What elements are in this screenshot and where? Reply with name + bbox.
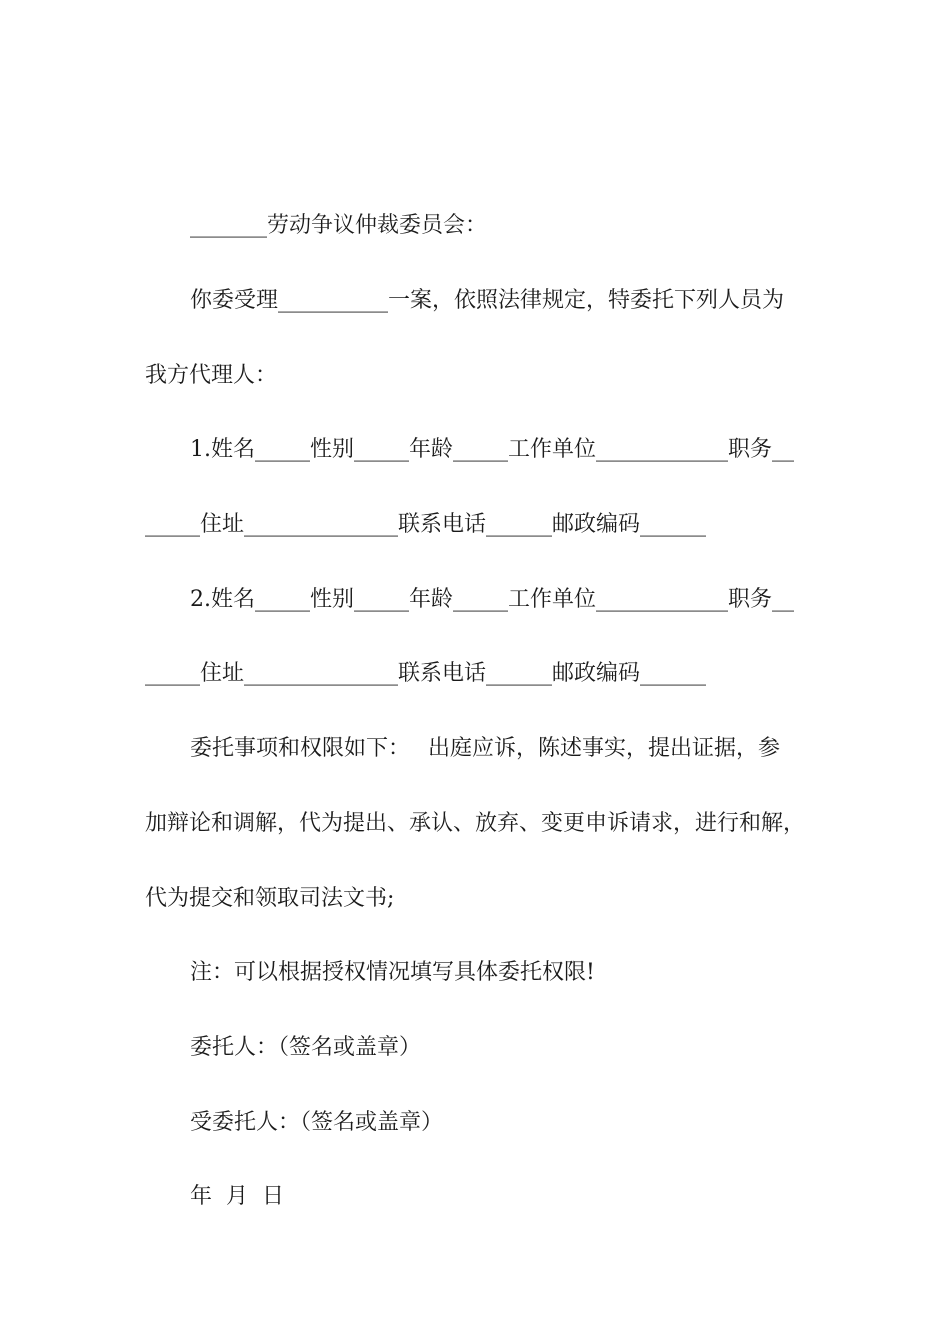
addressee-line: _______劳动争议仲裁委员会： [190,213,488,238]
agent-signature-line: 受委托人：（签名或盖章） [190,1110,444,1135]
authority-paragraph-line: 加辩论和调解，代为提出、承认、放弃、变更申诉请求，进行和解， [145,811,806,836]
agent-1-line: 1.姓名_____性别_____年龄_____工作单位____________职务__ [190,437,794,462]
authority-paragraph-line: 委托事项和权限如下： 出庭应诉，陈述事实，提出证据，参 [190,736,780,761]
date-line: 年 月 日 [190,1184,284,1209]
note-line: 注：可以根据授权情况填写具体委托权限! [190,960,595,985]
agent-1-line: _____住址______________联系电话______邮政编码______ [145,512,707,537]
authority-paragraph-line: 代为提交和领取司法文书; [145,886,395,911]
agent-2-line: _____住址______________联系电话______邮政编码______ [145,661,707,686]
principal-signature-line: 委托人：（签名或盖章） [190,1035,422,1060]
agent-2-line: 2.姓名_____性别_____年龄_____工作单位____________职务__ [190,587,794,612]
body-paragraph-line: 你委受理__________一案，依照法律规定，特委托下列人员为 [190,288,785,313]
body-paragraph-line: 我方代理人： [145,363,278,388]
